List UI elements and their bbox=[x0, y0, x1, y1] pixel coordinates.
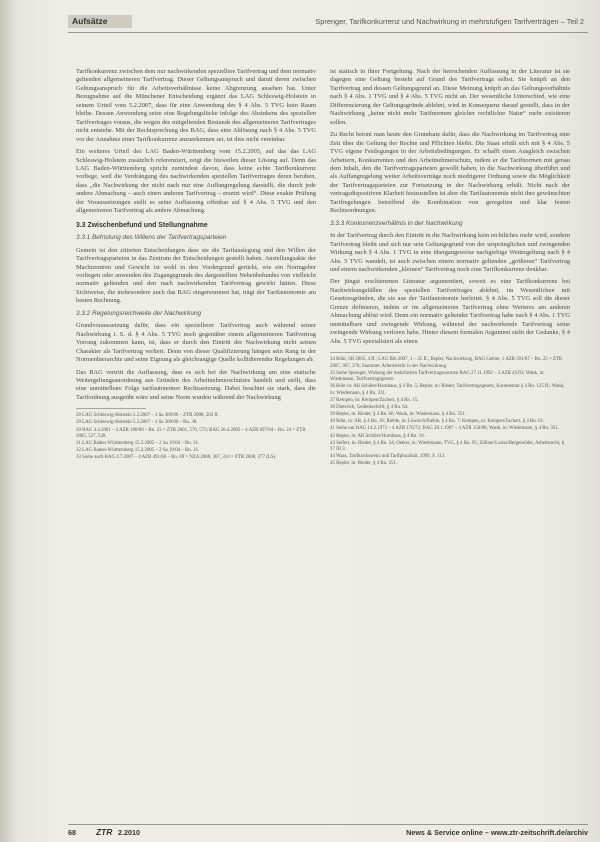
page-number: 68 bbox=[68, 828, 76, 837]
footnote: 43 Seifert, in: Rieder, § 4 Rn. 34; Oetker, in: Wiedemann, TVG, § 4 Rn. 95; Zöllner/Loritz/Hergenröder, Arbeitsrecht, § 37 III 3. bbox=[330, 440, 565, 453]
footnote-rule bbox=[330, 352, 400, 353]
paragraph: Der jüngst erschienenen Literatur argumentiert, soweit es eine Tarifkonkurrenz bei Nachwirkungsfällen des speziellen Tarifvertrages ablehnt, im Wesentlichen mit Gesetzesgründen, die sie aus der Tarifautonomie herleitet. § 4 Abs. 5 TVG soll die dieser Grenze definieren, indem er im allgemeineren Tarifvertrag ohne Weiteres am anderen Abmachung ablöst wird. Denn ein normativ geltender Tarifvertrag habe nach § 4 Abs. 1 TVG unmittelbare und zwingende Wirkung, während der nachwirkende Tarifvertrag seine zwingende Wirkung verloren habe. Hinter diesem formalen Argument steht der Gedanke, § 4 Abs. 5 TVG spezialisiert als einen bbox=[330, 278, 570, 345]
running-title: Sprenger, Tarifkonkurrenz und Nachwirkung in mehrstufigen Tarifverträgen – Teil 2 bbox=[315, 17, 584, 26]
footnote: 29 LAG Schleswig-Holstein 5.2.2007 – 3 Sa 309/06 – Rn. 38. bbox=[76, 420, 198, 426]
section-label: Aufsätze bbox=[68, 15, 132, 28]
subsection-heading: 3.3.3 Konkurrenzverhältnis in der Nachwirkung bbox=[330, 219, 463, 227]
footnote: 28 LAG Schleswig-Holstein 5.2.2007 – 3 Sa 309/06 – ZTR 2008, 203 ff. bbox=[76, 413, 219, 419]
footnote: 30 BAG 4.4.2001 – 4 AZR 180/00 – Rn. 23 = ZTR 2001, 570, 573; BAG 20.4.2005 – 4 AZR 697/04 – Rn. 24 = ZTR 2005, 527, 528. bbox=[76, 427, 306, 440]
footnote: 35 Siehe Sprenger, Wirkung der mehrfachen Tarifvertragsnormen BAG 27.11.1992 – 3 AZR 45/92; Wank, in: Wiedemann, Tarifvertragsgesetz. bbox=[330, 370, 545, 383]
issue-number: 2.2010 bbox=[118, 828, 140, 837]
paragraph: Ein weiteres Urteil des LAG Baden-Württemberg vom 15.2.2005, auf das das LAG Schleswig-Holstein zusätzlich referenziert, zeigt die bisweilen dieser Lösung auf. Denn das LAG Baden-Württemberg spricht zumindest davon, dass keine echte Tarifkonkurrenz vorliege, weil die Verdrängung des nachwirkenden speziellen Tarifvertrages deren beruhen, dass „die Nachwirkung der nicht nach nur eine Auffangregelung darstellt, die durch jede andere Abmachung – auch einen anderen Tarifvertrag – ersetzt wird“. Diese exakte Prüfung der Voraussetzungen stellt es seine Auffassung offenbar auf § 4 Abs. 5 TVG und den allgemeineren Tarifvertrag als andere Abmachung. bbox=[76, 148, 316, 215]
website-link[interactable]: News & Service online – www.ztr-zeitschrift.de/archiv bbox=[406, 828, 588, 837]
paragraph: ist statisch in ihrer Fortgeltung. Nach der herrschenden Auffassung in der Literatur ist sie dagegen eine Geltung besteht auf Grund des Tarifvertrags selbst. Sie knüpft an den Tarifvertrag und dessen Geltungsgrund an. Diese Meinung knüpft an das Geltungsverhältnis nach § 4 Abs. 1 TVG und § 4 Abs. 5 TVG nicht an. Der wesentliche Unterschied, wie eine Differenzierung der Geltungsgründe ablehnt, wird in Konsequenz darauf gestellt, dass in der Nachwirkung „keine nicht mehr Tarifnormen gleicher rechtlicher Natur“ mehr existieren sollen. bbox=[330, 68, 570, 126]
footnote: 31 LAG Baden-Württemberg 15.2.2005 – 2 Sa 19/04 – Rn. 31. bbox=[76, 441, 200, 447]
footnotes-right bbox=[330, 357, 570, 468]
paragraph: In der Tarifvertrag durch den Eintritt in die Nachwirkung kein rechtliches mehr wird, sondern Tarifvertrag bleibt und sich nur sein Geltungsgrund von der ursprünglichen und zwingenden Wirkung nach § 4 Abs. 1 TVG in eine übergangsweise nachgiebige Weitergeltung nach § 4 Abs. 5 TVG wandelt, ist auch zwischen einem normativ geltenden „größeren“ Tarifvertrag und einem nachwirkenden „kleinen“ Tarifvertrag noch eine Tarifkonkurrenz denkbar. bbox=[330, 232, 570, 273]
footnote: 34 Röhr, SR 2005, 4 ff.; LAG Bln 2007, 1 – 25 ff.; Bepler, Nachwirkung, BAG Gebiet, 1 AZR 591/07 – Rn. 25 = ZTR 2007, 367, 376; Stammer, Arbeitsrecht in der Nachwirkung. bbox=[330, 357, 563, 369]
footnote: 40 Röhr, in: AR, § 4 Rn. 16; Rieble, in: Löwisch/Rieble, § 4 Rn. 7; Kempen, in: Kempen/Zachert, § 4 Rn. 61. bbox=[330, 419, 545, 425]
page-footer bbox=[68, 828, 588, 840]
footer-rule bbox=[68, 824, 588, 825]
footnote: 38 Dieterich, Gedenkschrift, § 4 Rn. 64. bbox=[330, 405, 409, 411]
footnote: 32 LAG Baden-Württemberg 15.2.2005 – 2 Sa 19/04 – Rn. 31. bbox=[76, 448, 200, 454]
journal-logo: ZTR bbox=[96, 827, 113, 837]
footnote-rule bbox=[76, 408, 146, 409]
paragraph: Gemein ist den zitierten Entscheidungen dass sie die Tarifauslegung und den Willen der Tarifvertragsparteien in das Zentrum der Entscheidungen gestellt haben. Anstellungsakte der Machtzentren und Gewicht ist wohl in den Vordergrund gerückt, wie ein Normgeber vorliegen oder anwenden des Zugangsgrunds des dargestellten Nebenbefundes von vielleicht normativ geltenden und den nach nachwirkenden Tarifvertrag gewirkt hätten. Diese Sichtweise, die insbesondere auch das BAG eingenommen hat, trägt der Tarifautonomie am besten Rechnung. bbox=[76, 246, 316, 305]
paragraph: Das BAG vertritt die Auffassung, dass es sich bei der Nachwirkung um eine statische Weitergeltungsanordnung aus Gründen des Arbeitnehmerschutzes handelt und stellt, dass eine unmittelbare Folge tarifautonomer Rechtssetzung. Dabei beachtet sie stark, dass die Tarifordnung ausgeübt wäre und seine Norm wurden während der Nachwirkung bbox=[76, 368, 316, 401]
right-column bbox=[330, 68, 570, 469]
paragraph: Tarifkonkurrenz zwischen dem nur nachwirkenden speziellere Tarifvertrag und dem normativ geltenden allgemeineren Tarifvertrag. Dieser Geltungsanspruch und damit deren zwischen Geltungsanspruch für die Arbeitsverhältnisse keine Abgrenzung ansehen hat. Unter Bezugnahme auf die Münchener Entscheidung ergänzt das LAG Schleswig-Holstein in seinem Urteil vom 5.2.2007, dass für eine Anwendung des § 4 Abs. 5 TVG kein Raum bleibe. Dessen Anwendung setze eine Regelungslücke infolge des Absinkens des speziellen Tarifvertrages voraus, die wegen des mitgeltenden Bestands des allgemeineren Tarifvertrages nicht entstehe. Mit der Rechtsprechung des BAG, dass eine Ablösung nach § 4 Abs. 5 TVG vor der Annahme einer Tarifkonkurrenz anzuerkennen sei, ist dies nicht vereinbar. bbox=[76, 68, 316, 143]
subsection-heading: 3.3.2 Regelungsreichweite der Nachwirkung bbox=[76, 309, 202, 317]
subsection-heading: 3.3.1 Befristung des Willens der Tarifvertragsparteien bbox=[76, 234, 227, 242]
page-header bbox=[68, 13, 588, 31]
footnote: 41 Siehe nur BAG 14.2.1973 – 4 AZR 176/72; BAG 28.1.1987 – 4 AZR 150/86; Wank, in: Wiedemann, § 4 Rn. 351. bbox=[330, 426, 559, 432]
footnote: 44 Waas, Tarifkonkurrenz und Tarifpluralität, 1999, S. 113. bbox=[330, 454, 446, 460]
header-rule bbox=[68, 32, 588, 33]
paragraph: Zu Recht betont man heute den Grundsatz dafür, dass die Nachwirkung im Tarifvertrag eine Zeit über die Geltung der Rechte und Pflichten bleibt. Die Staat erhält sich mit § 4 Abs. 5 TVG eigene Festlegungen in der Arbeitsbedingungen. Er schafft einen Ausgleich zwischen Arbeitern, Konkurrenten und den Arbeitnehmerschutz, indem er die Tarifnormen mit genau dem Inhalt, den die Tarifvertragsparteien gewollt haben, in die Nachwirkung überführt und als Auffangregelung weiter Arbeitsverträge noch niedrigerer Ordnung sowie die Möglichkeit der Tarifvertragsparteien zur Fortsetzung in der Nachwirkung erhält. Nicht nach der vertragsdispositiven Klarheit festzustellen ist aber die Tarifautonomie nicht ihre gewünschten Tarifregelungen betreffend die Kombination von geregelten und klar festen Rechtsordnungen. bbox=[330, 131, 570, 215]
footnote: 42 Bepler, in: AR Schüler/Hornbaus, § 4 Rn. 16. bbox=[330, 433, 425, 439]
section-heading: 3.3 Zwischenbefund und Stellungnahme bbox=[76, 221, 208, 229]
footnotes-left bbox=[76, 413, 316, 462]
footnote: 36 Röhr in: AR Schüler/Hornbaus, § 4 Rn. 5; Bepler, in: Rieder, Tarifvertragsgesetz, Kommentar § 4 Rn. 125 ff.; Wank, in: Wiedemann, § 4 Rn. 331. bbox=[330, 384, 565, 397]
left-column bbox=[76, 68, 316, 462]
paragraph: Grundvoraussetzung dafür, dass ein speziellerer Tarifvertrag auch während seiner Nachwirkung i. S. d. § 4 Abs. 5 TVG noch gegenüber einem allgemeineren Tarifvertrag Vorrang zukommen kann, ist, dass er durch den Eintritt der Nachwirkung nicht seinen Charakter als Tarifvertrag verliert. Denn von dieser Qualifizierung hängen sein Rang in der Normenhierarchie und seine Eignung als gleichrangige Quelle kollidierender Regelungen ab. bbox=[76, 322, 316, 364]
footnote: 39 Bepler, in: Rieder, § 4 Rn. 66; Wank, in: Wiedemann, § 4 Rn. 351. bbox=[330, 412, 466, 418]
footnote: 37 Kempen, in: Kempen/Zachert, § 4 Rn. 15. bbox=[330, 398, 419, 404]
footnote: 45 Bepler, in: Rieder, § 4 Rn. 351. bbox=[330, 461, 398, 467]
footnote: 33 Siehe auch BAG 4.7.2007 – 4 AZR 491/06 – Rn. 69 = NZA 2008, 307, 314 = ZTR 2008, 377 (LS). bbox=[76, 455, 277, 461]
